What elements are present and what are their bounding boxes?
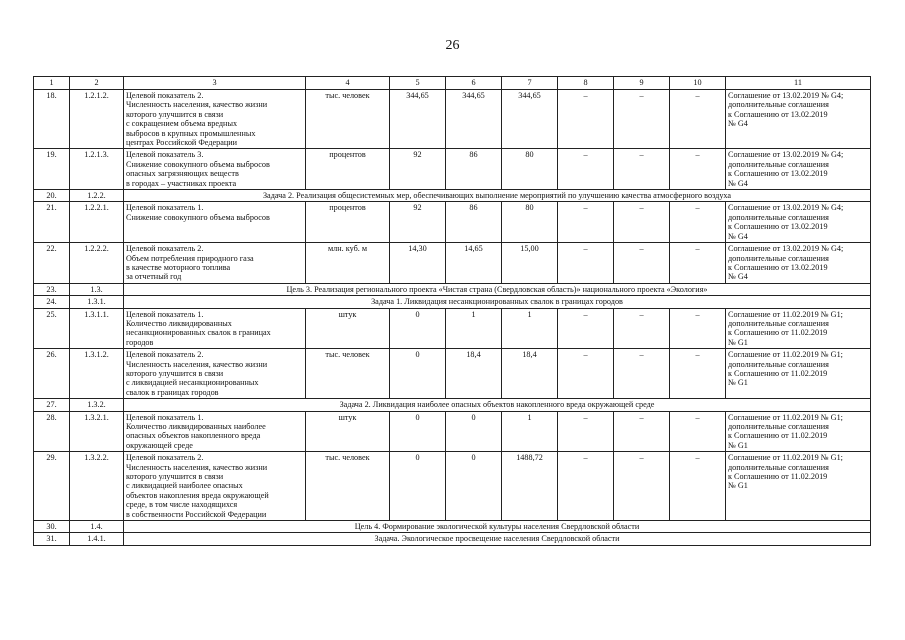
row-code: 1.3.2.2. xyxy=(70,452,124,521)
unit-cell: процентов xyxy=(306,149,390,190)
value-cell: 0 xyxy=(446,452,502,521)
value-cell: 344,65 xyxy=(502,90,558,149)
header-row xyxy=(34,77,871,90)
section-row xyxy=(34,521,871,533)
header-cell: 1 xyxy=(34,77,70,90)
header-cell: 4 xyxy=(306,77,390,90)
table-row xyxy=(34,308,871,349)
value-cell: 80 xyxy=(502,202,558,243)
row-number: 19. xyxy=(34,149,70,190)
section-title: Задача. Экологическое просвещение населения Свердловской области xyxy=(124,533,871,545)
value-cell: – xyxy=(614,452,670,521)
value-cell: – xyxy=(614,349,670,399)
value-cell: 0 xyxy=(390,308,446,349)
value-cell: – xyxy=(614,149,670,190)
source-cell: Соглашение от 13.02.2019 № G4; дополнительные соглашения к Соглашению от 13.02.2019 № G4 xyxy=(726,202,871,243)
row-code: 1.2.1.2. xyxy=(70,90,124,149)
value-cell: – xyxy=(558,349,614,399)
table-row xyxy=(34,452,871,521)
value-cell: 18,4 xyxy=(502,349,558,399)
value-cell: 344,65 xyxy=(390,90,446,149)
value-cell: 0 xyxy=(390,411,446,452)
value-cell: – xyxy=(614,411,670,452)
source-cell: Соглашение от 11.02.2019 № G1; дополнительные соглашения к Соглашению от 11.02.2019 № G1 xyxy=(726,411,871,452)
header-cell: 6 xyxy=(446,77,502,90)
row-code: 1.2.2.2. xyxy=(70,243,124,284)
row-number: 29. xyxy=(34,452,70,521)
row-number: 28. xyxy=(34,411,70,452)
indicator-name: Целевой показатель 1. Количество ликвидированных несанкционированных свалок в границах городов xyxy=(124,308,306,349)
value-cell: – xyxy=(614,90,670,149)
row-code: 1.2.1.3. xyxy=(70,149,124,190)
value-cell: 80 xyxy=(502,149,558,190)
row-number: 20. xyxy=(34,190,70,202)
value-cell: 92 xyxy=(390,202,446,243)
indicators-table xyxy=(33,76,871,546)
value-cell: 0 xyxy=(446,411,502,452)
indicator-name: Целевой показатель 1. Количество ликвидированных наиболее опасных объектов накопленного вреда окружающей среде xyxy=(124,411,306,452)
table-row xyxy=(34,149,871,190)
value-cell: – xyxy=(558,308,614,349)
section-row xyxy=(34,399,871,411)
value-cell: – xyxy=(558,90,614,149)
row-number: 25. xyxy=(34,308,70,349)
value-cell: – xyxy=(558,243,614,284)
header-cell: 3 xyxy=(124,77,306,90)
source-cell: Соглашение от 11.02.2019 № G1; дополнительные соглашения к Соглашению от 11.02.2019 № G1 xyxy=(726,349,871,399)
unit-cell: млн. куб. м xyxy=(306,243,390,284)
value-cell: – xyxy=(670,308,726,349)
value-cell: – xyxy=(670,243,726,284)
value-cell: – xyxy=(670,202,726,243)
source-cell: Соглашение от 11.02.2019 № G1; дополнительные соглашения к Соглашению от 11.02.2019 № G1 xyxy=(726,308,871,349)
value-cell: – xyxy=(558,411,614,452)
section-title: Цель 3. Реализация регионального проекта «Чистая страна (Свердловская область)» национального проекта «Экология» xyxy=(124,283,871,295)
value-cell: 1 xyxy=(446,308,502,349)
source-cell: Соглашение от 13.02.2019 № G4; дополнительные соглашения к Соглашению от 13.02.2019 № G4 xyxy=(726,90,871,149)
section-title: Цель 4. Формирование экологической культуры населения Свердловской области xyxy=(124,521,871,533)
row-number: 27. xyxy=(34,399,70,411)
row-code: 1.2.2. xyxy=(70,190,124,202)
unit-cell: тыс. человек xyxy=(306,452,390,521)
indicator-name: Целевой показатель 3. Снижение совокупного объема выбросов опасных загрязняющих веществ в городах – участниках проекта xyxy=(124,149,306,190)
value-cell: – xyxy=(614,308,670,349)
unit-cell: процентов xyxy=(306,202,390,243)
row-code: 1.3.2. xyxy=(70,399,124,411)
indicator-name: Целевой показатель 2. Численность населения, качество жизни которого улучшится в связи с сокращением объема вредных выбросов в крупных промышленных центрах Российской Федерации xyxy=(124,90,306,149)
section-title: Задача 2. Ликвидация наиболее опасных объектов накопленного вреда окружающей среде xyxy=(124,399,871,411)
value-cell: 15,00 xyxy=(502,243,558,284)
value-cell: – xyxy=(670,90,726,149)
value-cell: – xyxy=(558,452,614,521)
value-cell: 1 xyxy=(502,308,558,349)
page-number: 26 xyxy=(445,38,460,53)
indicator-name: Целевой показатель 2. Объем потребления природного газа в качестве моторного топлива за отчетный год xyxy=(124,243,306,284)
header-cell: 7 xyxy=(502,77,558,90)
row-code: 1.3.2.1. xyxy=(70,411,124,452)
row-code: 1.3.1. xyxy=(70,296,124,308)
value-cell: 92 xyxy=(390,149,446,190)
row-code: 1.2.2.1. xyxy=(70,202,124,243)
row-number: 22. xyxy=(34,243,70,284)
table-row xyxy=(34,349,871,399)
row-number: 31. xyxy=(34,533,70,545)
unit-cell: штук xyxy=(306,411,390,452)
section-row xyxy=(34,533,871,545)
row-code: 1.4.1. xyxy=(70,533,124,545)
header-cell: 9 xyxy=(614,77,670,90)
row-code: 1.3.1.1. xyxy=(70,308,124,349)
header-cell: 8 xyxy=(558,77,614,90)
row-number: 30. xyxy=(34,521,70,533)
value-cell: – xyxy=(614,243,670,284)
value-cell: 344,65 xyxy=(446,90,502,149)
table-row xyxy=(34,202,871,243)
row-code: 1.3.1.2. xyxy=(70,349,124,399)
unit-cell: тыс. человек xyxy=(306,349,390,399)
value-cell: 86 xyxy=(446,202,502,243)
value-cell: – xyxy=(670,411,726,452)
row-number: 26. xyxy=(34,349,70,399)
section-title: Задача 1. Ликвидация несанкционированных свалок в границах городов xyxy=(124,296,871,308)
value-cell: 18,4 xyxy=(446,349,502,399)
value-cell: 1 xyxy=(502,411,558,452)
value-cell: 0 xyxy=(390,452,446,521)
row-number: 24. xyxy=(34,296,70,308)
header-cell: 2 xyxy=(70,77,124,90)
header-cell: 11 xyxy=(726,77,871,90)
value-cell: – xyxy=(670,349,726,399)
row-number: 18. xyxy=(34,90,70,149)
value-cell: – xyxy=(558,202,614,243)
table-row xyxy=(34,90,871,149)
value-cell: 14,65 xyxy=(446,243,502,284)
value-cell: – xyxy=(614,202,670,243)
header-cell: 10 xyxy=(670,77,726,90)
value-cell: – xyxy=(670,452,726,521)
section-row xyxy=(34,283,871,295)
value-cell: – xyxy=(670,149,726,190)
value-cell: 14,30 xyxy=(390,243,446,284)
header-cell: 5 xyxy=(390,77,446,90)
value-cell: – xyxy=(558,149,614,190)
table-row xyxy=(34,411,871,452)
indicator-name: Целевой показатель 2. Численность населения, качество жизни которого улучшится в связи с ликвидацией наиболее опасных объектов накопления вреда окружающей среде, в том числе находящихся в собственности Российской Федерации xyxy=(124,452,306,521)
section-row xyxy=(34,190,871,202)
row-number: 23. xyxy=(34,283,70,295)
unit-cell: тыс. человек xyxy=(306,90,390,149)
row-code: 1.3. xyxy=(70,283,124,295)
indicator-name: Целевой показатель 2. Численность населения, качество жизни которого улучшится в связи с ликвидацией несанкционированных свалок в границах городов xyxy=(124,349,306,399)
row-number: 21. xyxy=(34,202,70,243)
row-code: 1.4. xyxy=(70,521,124,533)
value-cell: 0 xyxy=(390,349,446,399)
indicator-name: Целевой показатель 1. Снижение совокупного объема выбросов xyxy=(124,202,306,243)
section-row xyxy=(34,296,871,308)
value-cell: 86 xyxy=(446,149,502,190)
source-cell: Соглашение от 11.02.2019 № G1; дополнительные соглашения к Соглашению от 11.02.2019 № G1 xyxy=(726,452,871,521)
value-cell: 1488,72 xyxy=(502,452,558,521)
section-title: Задача 2. Реализация общесистемных мер, обеспечивающих выполнение мероприятий по улучшению качества атмосферного воздуха xyxy=(124,190,871,202)
unit-cell: штук xyxy=(306,308,390,349)
source-cell: Соглашение от 13.02.2019 № G4; дополнительные соглашения к Соглашению от 13.02.2019 № G4 xyxy=(726,149,871,190)
table-row xyxy=(34,243,871,284)
source-cell: Соглашение от 13.02.2019 № G4; дополнительные соглашения к Соглашению от 13.02.2019 № G4 xyxy=(726,243,871,284)
